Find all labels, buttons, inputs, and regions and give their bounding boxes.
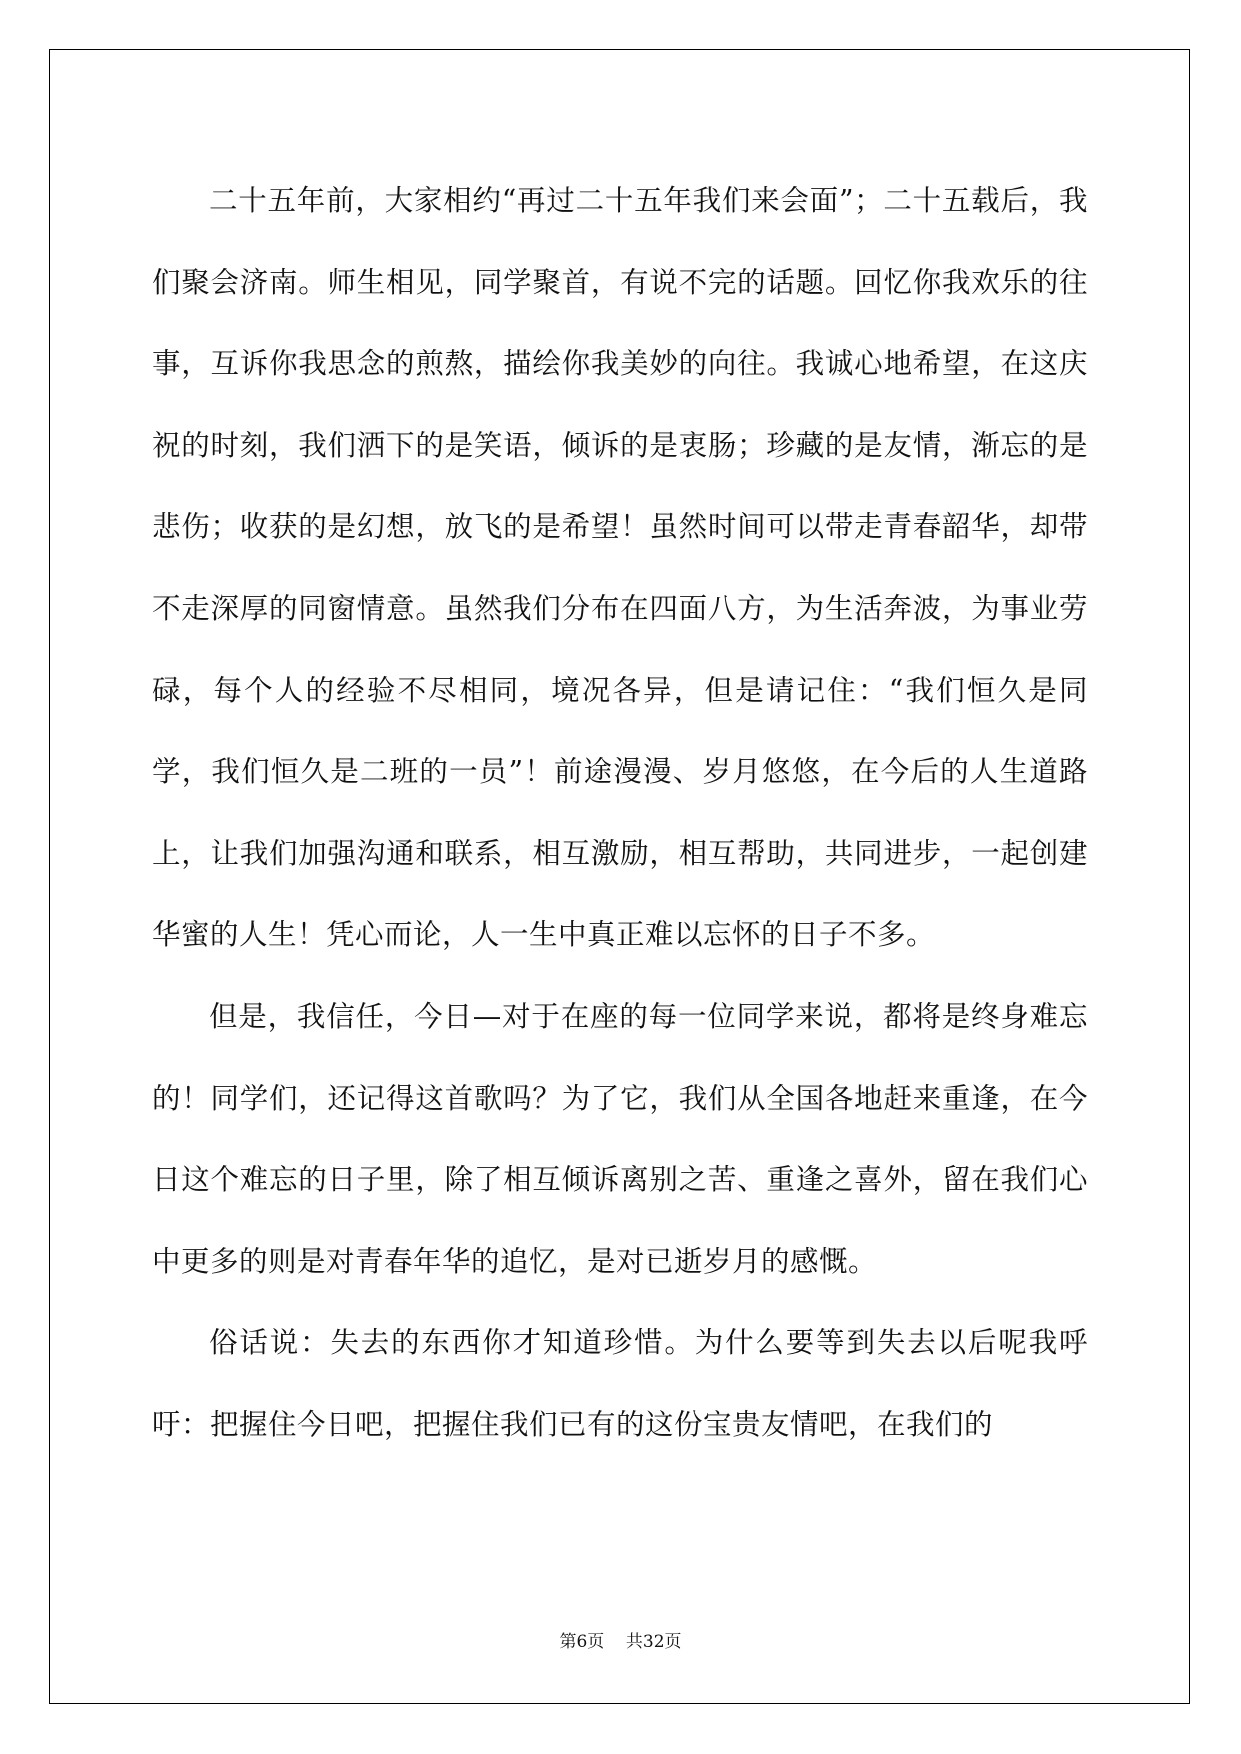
paragraph-1: 二十五年前，大家相约“再过二十五年我们来会面”；二十五载后，我们聚会济南。师生相见，同学聚首，有说不完的话题。回忆你我欢乐的往事，互诉你我思念的煎熬，描绘你我美妙的向往。我诚心地希望，在这庆祝的时刻，我们洒下的是笑语，倾诉的是衷肠；珍藏的是友情，渐忘的是悲伤；收获的是幻想，放飞的是希望！虽然时间可以带走青春韶华，却带不走深厚的同窗情意。虽然我们分布在四面八方，为生活奔波，为事业劳碌，每个人的经验不尽相同，境况各异，但是请记住：“我们恒久是同学，我们恒久是二班的一员”！前途漫漫、岁月悠悠，在今后的人生道路上，让我们加强沟通和联系，相互激励，相互帮助，共同进步，一起创建华蜜的人生！凭心而论，人一生中真正难以忘怀的日子不多。: [152, 184, 1088, 952]
page-footer: [0, 1627, 1241, 1652]
document-body: [152, 160, 1088, 1466]
paragraph-3: 俗话说：失去的东西你才知道珍惜。为什么要等到失去以后呢我呼吁：把握住今日吧，把握住我们已有的这份宝贵友情吧，在我们的: [152, 1326, 1088, 1441]
paragraph-2: 但是，我信任，今日—对于在座的每一位同学来说，都将是终身难忘的！同学们，还记得这首歌吗？为了它，我们从全国各地赶来重逢，在今日这个难忘的日子里，除了相互倾诉离别之苦、重逢之喜外，留在我们心中更多的则是对青春年华的追忆，是对已逝岁月的感慨。: [152, 999, 1088, 1278]
page-total: 共32页: [625, 1632, 682, 1652]
page-number: 第6页: [559, 1632, 605, 1652]
